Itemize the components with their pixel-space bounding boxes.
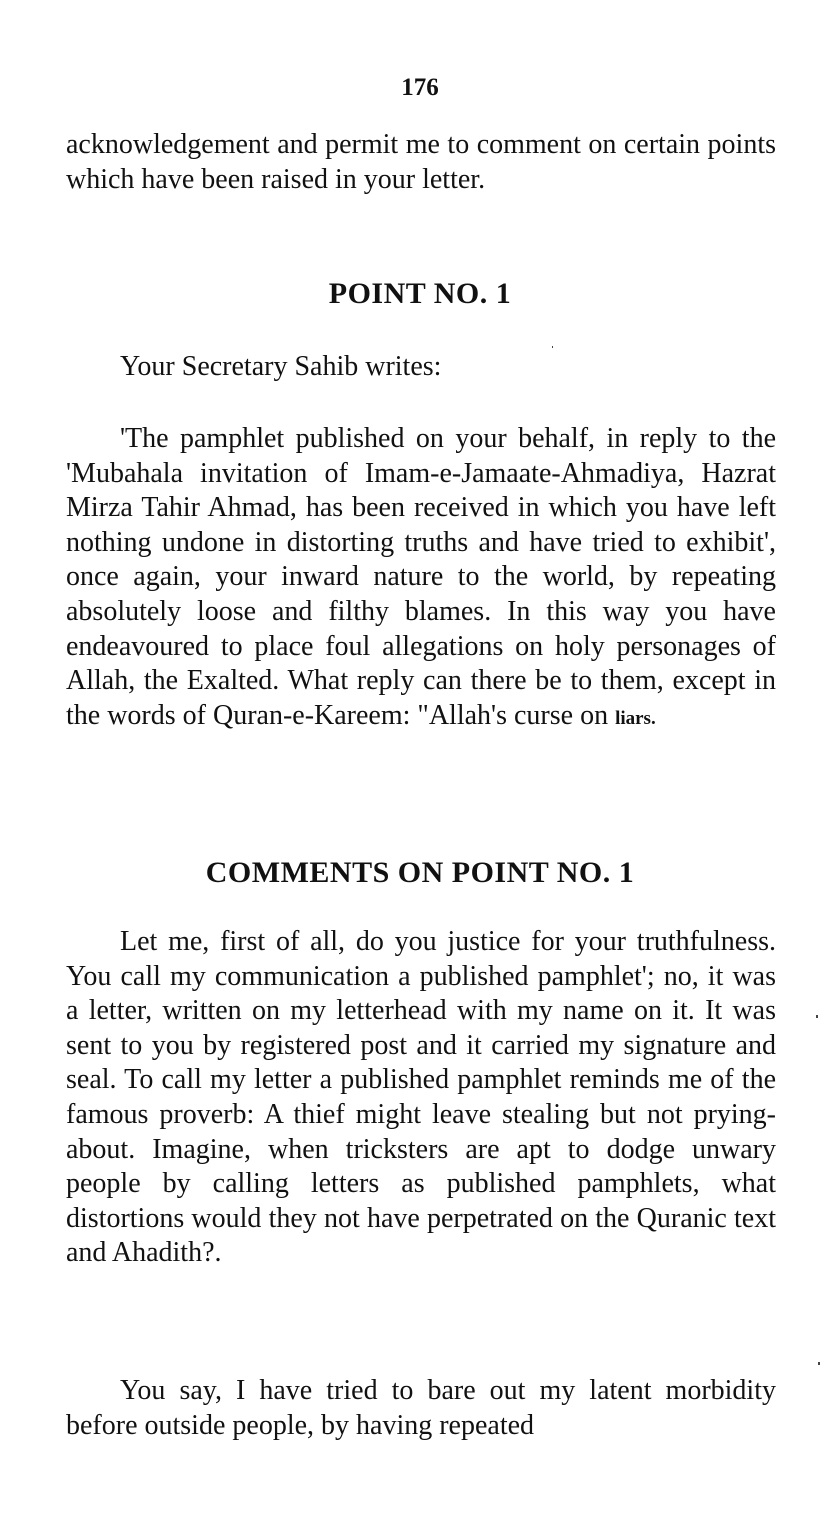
page-number: 176 [401,74,439,101]
comment-paragraph-1: Let me, first of all, do you justice for your truthfulness. You call my communication a published pamphlet'; no, it was a letter, written on my letterhead with my name on it. It was sent to you by registered post and it carried my signature and seal. To call my letter a published pamphlet reminds me of the famous proverb: A thief might leave stealing but not prying-about. Imagine, when tricksters are apt to dodge unwary people by calling letters as published pamphlets, what distortions would they not have perpetrated on the Quranic text and Ahadith?. [66,926,776,1269]
scan-speck [816,1015,818,1018]
comment-paragraph-2: You say, I have tried to bare out my latent morbidity before outside people, by having repeated [66,1375,776,1441]
quote-block [66,422,776,736]
heading-comments-point-1: COMMENTS ON POINT NO. 1 [205,856,635,889]
quote-tail: liars. [615,707,656,729]
secretary-line: Your Secretary Sahib writes: [120,351,442,382]
scan-speck [818,1362,820,1365]
scan-speck [552,346,553,348]
quote-paragraph: 'The pamphlet published on your behalf, in reply to the 'Mubahala invitation of Imam-e-Jamaate-Ahmadiya, Hazrat Mirza Tahir Ahmad, has been received in which you have left nothing undone in distorting truths and have tried to exhibit', once again, your inward nature to the world, by repeating absolutely loose and filthy blames. In this way you have endeavoured to place foul allegations on holy personages of Allah, the Exalted. What reply can there be to them, except in the words of Quran-e-Kareem: "Allah's curse on [66,423,776,731]
heading-point-1: POINT NO. 1 [328,277,512,310]
intro-paragraph: acknowledgement and permit me to comment on certain points which have been raised in your letter. [66,129,776,195]
